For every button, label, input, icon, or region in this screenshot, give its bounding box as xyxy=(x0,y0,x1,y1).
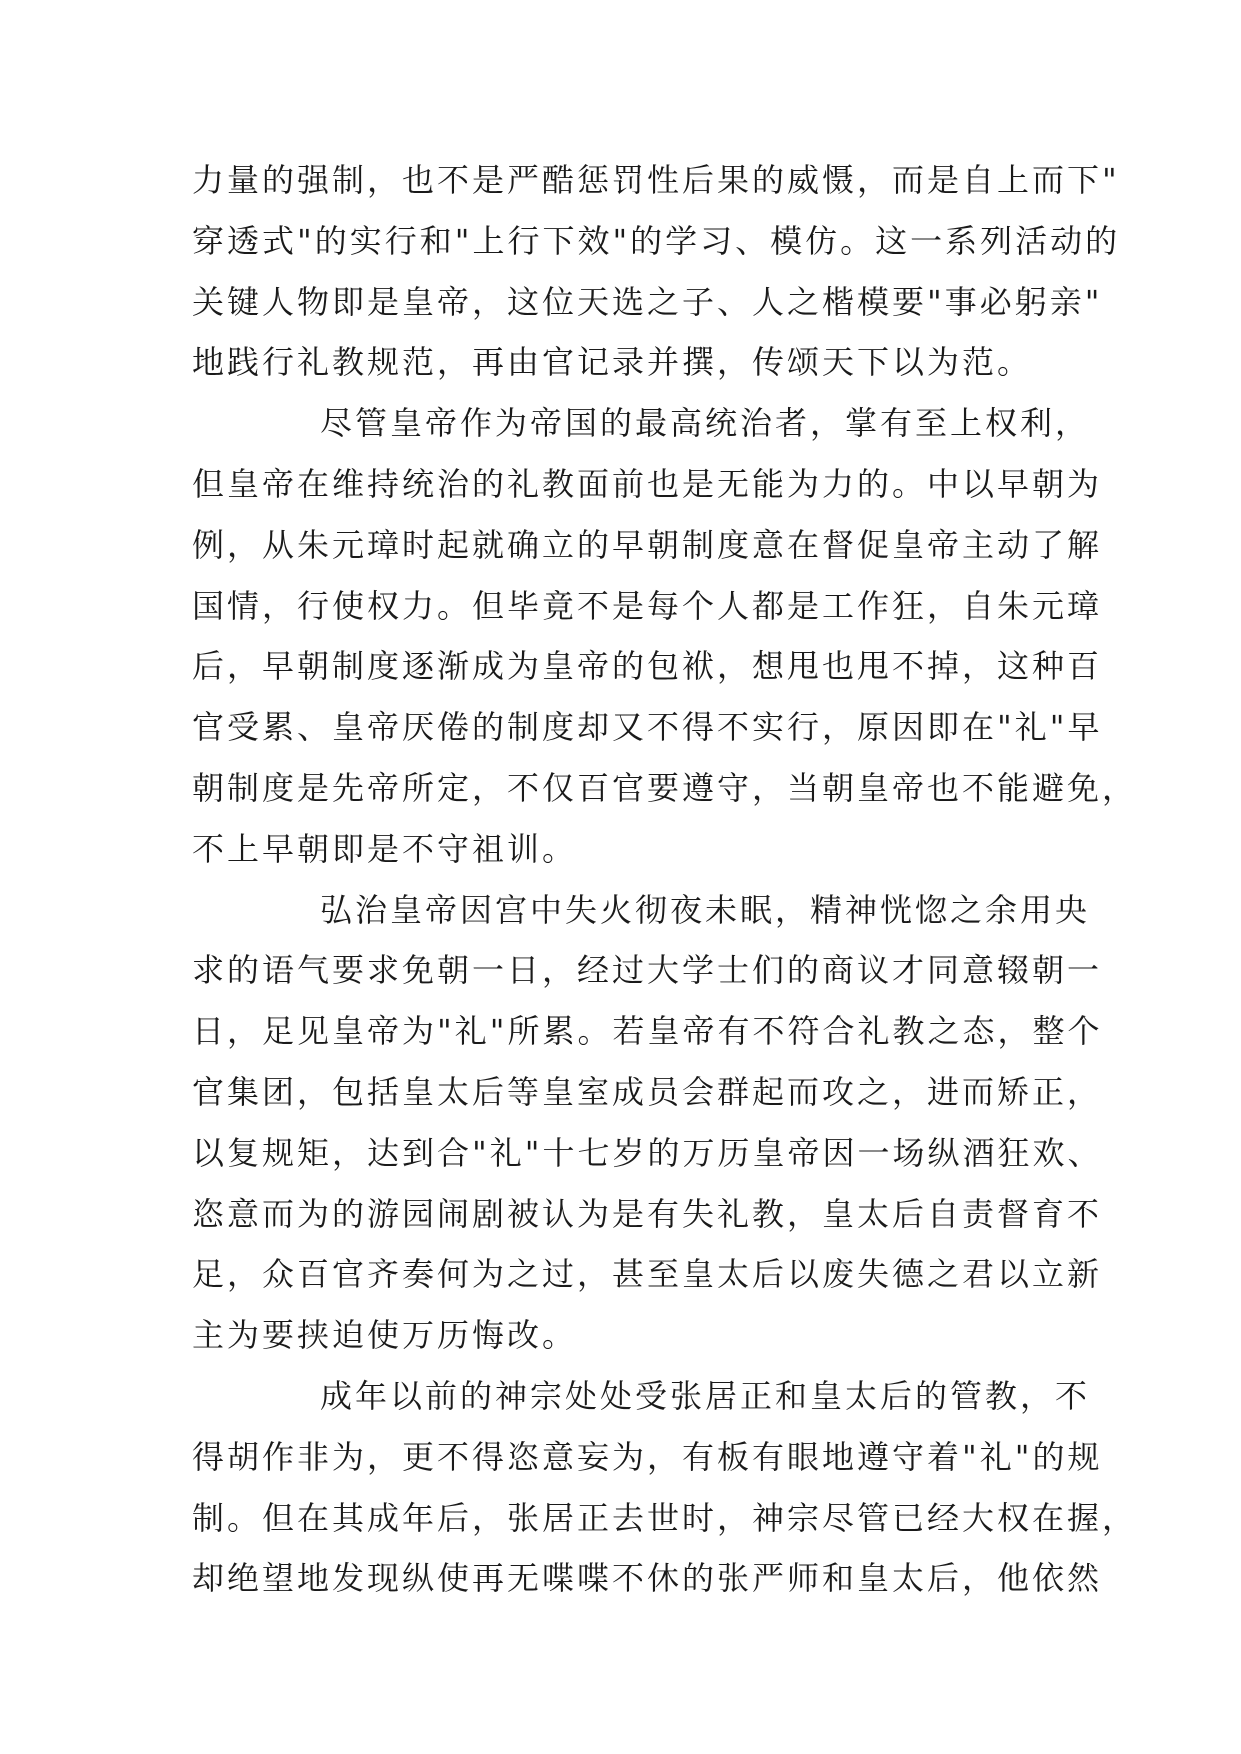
text-line: 国情，行使权力。但毕竟不是每个人都是工作狂，自朱元璋 xyxy=(192,586,1103,625)
text-line: 后，早朝制度逐渐成为皇帝的包袱，想甩也甩不掉，这种百 xyxy=(192,647,1103,686)
text-line: 足，众百官齐奏何为之过，甚至皇太后以废失德之君以立新 xyxy=(192,1255,1103,1294)
text-line: 制。但在其成年后，张居正去世时，神宗尽管已经大权在握， xyxy=(192,1498,1138,1537)
text-line: 以复规矩，达到合"礼"十七岁的万历皇帝因一场纵酒狂欢、 xyxy=(192,1133,1103,1172)
text-line: 朝制度是先帝所定，不仅百官要遵守，当朝皇帝也不能避免， xyxy=(192,768,1138,807)
text-line: 日，足见皇帝为"礼"所累。若皇帝有不符合礼教之态，整个 xyxy=(192,1012,1103,1051)
text-line: 得胡作非为，更不得恣意妄为，有板有眼地遵守着"礼"的规 xyxy=(192,1437,1103,1476)
text-line: 不上早朝即是不守祖训。 xyxy=(192,829,578,868)
text-line: 但皇帝在维持统治的礼教面前也是无能为力的。中以早朝为 xyxy=(192,464,1103,503)
text-line: 穿透式"的实行和"上行下效"的学习、模仿。这一系列活动的 xyxy=(192,221,1121,260)
text-line: 求的语气要求免朝一日，经过大学士们的商议才同意辍朝一 xyxy=(192,951,1103,990)
paragraph-first-line: 弘治皇帝因宫中失火彻夜未眠，精神恍惚之余用央 xyxy=(320,890,1091,929)
text-line: 主为要挟迫使万历悔改。 xyxy=(192,1316,578,1355)
text-line: 关键人物即是皇帝，这位天选之子、人之楷模要"事必躬亲" xyxy=(192,282,1103,321)
text-line: 地践行礼教规范，再由官记录并撰，传颂天下以为范。 xyxy=(192,343,1033,382)
text-line: 官受累、皇帝厌倦的制度却又不得不实行，原因即在"礼"早 xyxy=(192,708,1103,747)
text-line: 恣意而为的游园闹剧被认为是有失礼教，皇太后自责督育不 xyxy=(192,1194,1103,1233)
paragraph-first-line: 尽管皇帝作为帝国的最高统治者，掌有至上权利， xyxy=(320,404,1091,443)
paragraph-first-line: 成年以前的神宗处处受张居正和皇太后的管教，不 xyxy=(320,1376,1091,1415)
body-text xyxy=(192,150,1138,1609)
text-line: 官集团，包括皇太后等皇室成员会群起而攻之，进而矫正， xyxy=(192,1072,1103,1111)
text-line: 例，从朱元璋时起就确立的早朝制度意在督促皇帝主动了解 xyxy=(192,525,1103,564)
text-line: 却绝望地发现纵使再无喋喋不休的张严师和皇太后，他依然 xyxy=(192,1559,1103,1598)
text-line: 力量的强制，也不是严酷惩罚性后果的威慑，而是自上而下" xyxy=(192,161,1120,199)
